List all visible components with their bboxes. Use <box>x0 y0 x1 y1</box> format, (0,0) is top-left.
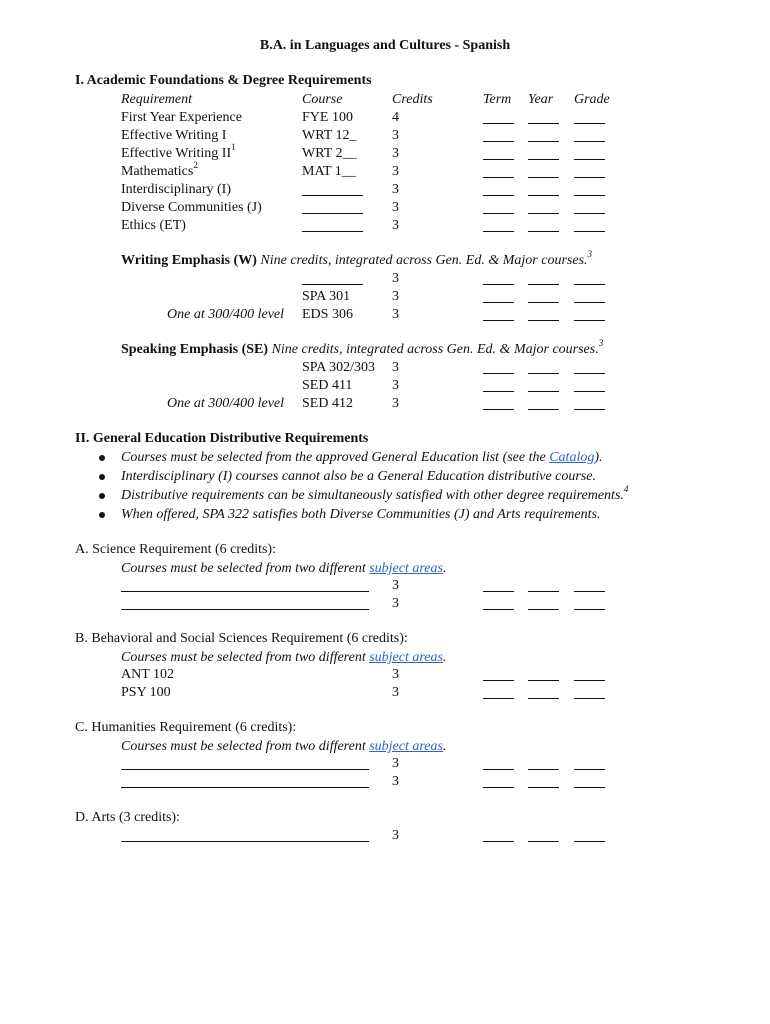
bullet-icon <box>99 474 105 480</box>
term-blank-line[interactable] <box>483 177 514 178</box>
course-fye: FYE 100 <box>302 110 353 125</box>
term-blank-line[interactable] <box>483 123 514 124</box>
speaking-credits-3: 3 <box>392 396 399 411</box>
section-1-heading: I. Academic Foundations & Degree Requirements <box>75 73 372 88</box>
science-credits-1: 3 <box>392 578 399 593</box>
grade-blank-line[interactable] <box>574 609 605 610</box>
bullet-icon <box>99 493 105 499</box>
humanities-heading: C. Humanities Requirement (6 credits): <box>75 720 297 735</box>
grade-blank-line[interactable] <box>574 177 605 178</box>
req-interdisciplinary: Interdisciplinary (I) <box>121 182 232 197</box>
year-blank-line[interactable] <box>528 320 559 321</box>
behavioral-credits-1: 3 <box>392 667 399 682</box>
term-blank-line[interactable] <box>483 159 514 160</box>
science-heading: A. Science Requirement (6 credits): <box>75 542 276 557</box>
grade-blank-line[interactable] <box>574 284 605 285</box>
credits-math: 3 <box>392 164 399 179</box>
col-year: Year <box>528 92 554 107</box>
year-blank-line[interactable] <box>528 159 559 160</box>
speaking-course-3: SED 412 <box>302 396 353 411</box>
year-blank-line[interactable] <box>528 841 559 842</box>
term-blank-line[interactable] <box>483 698 514 699</box>
science-credits-2: 3 <box>392 596 399 611</box>
bullet-3: Distributive requirements can be simultaneously satisfied with other degree requirements.$^4$ <box>121 484 629 503</box>
year-blank-line[interactable] <box>528 680 559 681</box>
term-blank-line[interactable] <box>483 284 514 285</box>
speaking-emphasis-heading: Speaking Emphasis (SE) Nine credits, integrated across Gen. Ed. & Major courses.$^3$ <box>121 338 604 357</box>
year-blank-line[interactable] <box>528 177 559 178</box>
grade-blank-line[interactable] <box>574 698 605 699</box>
grade-blank-line[interactable] <box>574 231 605 232</box>
grade-blank-line[interactable] <box>574 320 605 321</box>
credits-fye: 4 <box>392 110 399 125</box>
col-credits: Credits <box>392 92 433 107</box>
writing-credits-2: 3 <box>392 289 399 304</box>
credits-ethics: 3 <box>392 218 399 233</box>
grade-blank-line[interactable] <box>574 391 605 392</box>
course-blank-line[interactable] <box>121 769 369 770</box>
course-wrt2: WRT 2__ <box>302 146 357 161</box>
arts-credits-1: 3 <box>392 828 399 843</box>
grade-blank-line[interactable] <box>574 195 605 196</box>
grade-blank-line[interactable] <box>574 787 605 788</box>
req-fye: First Year Experience <box>121 110 242 125</box>
term-blank-line[interactable] <box>483 787 514 788</box>
grade-blank-line[interactable] <box>574 373 605 374</box>
year-blank-line[interactable] <box>528 284 559 285</box>
grade-blank-line[interactable] <box>574 409 605 410</box>
year-blank-line[interactable] <box>528 373 559 374</box>
writing-course-3: EDS 306 <box>302 307 353 322</box>
humanities-credits-2: 3 <box>392 774 399 789</box>
term-blank-line[interactable] <box>483 231 514 232</box>
section-2-heading: II. General Education Distributive Requirements <box>75 431 369 446</box>
grade-blank-line[interactable] <box>574 591 605 592</box>
catalog-link[interactable]: Catalog <box>549 450 595 465</box>
year-blank-line[interactable] <box>528 231 559 232</box>
term-blank-line[interactable] <box>483 841 514 842</box>
behavioral-credits-2: 3 <box>392 685 399 700</box>
col-grade: Grade <box>574 92 610 107</box>
term-blank-line[interactable] <box>483 609 514 610</box>
subject-areas-link[interactable]: subject areas <box>369 561 443 576</box>
writing-emphasis-heading: Writing Emphasis (W) Nine credits, integrated across Gen. Ed. & Major courses.$^3$ <box>121 249 593 268</box>
behavioral-note: Courses must be selected from two different subject areas. <box>121 650 447 665</box>
grade-blank-line[interactable] <box>574 123 605 124</box>
term-blank-line[interactable] <box>483 373 514 374</box>
bullet-1: Courses must be selected from the approved General Education list (see the Catalog). <box>121 450 603 465</box>
course-blank-line[interactable] <box>121 609 369 610</box>
term-blank-line[interactable] <box>483 409 514 410</box>
col-term: Term <box>483 92 512 107</box>
term-blank-line[interactable] <box>483 302 514 303</box>
grade-blank-line[interactable] <box>574 213 605 214</box>
behavioral-course-2: PSY 100 <box>121 685 171 700</box>
grade-blank-line[interactable] <box>574 159 605 160</box>
course-blank-line[interactable] <box>121 841 369 842</box>
speaking-course-2: SED 411 <box>302 378 353 393</box>
req-wrt2: Effective Writing $II^1$ <box>121 142 236 161</box>
bullet-2: Interdisciplinary (I) courses cannot also be a General Education distributive course. <box>121 469 597 484</box>
year-blank-line[interactable] <box>528 123 559 124</box>
req-math: Mathematics$^2$ <box>121 160 198 179</box>
col-course: Course <box>302 92 343 107</box>
speaking-course-1: SPA 302/303 <box>302 360 376 375</box>
course-blank-line[interactable] <box>121 787 369 788</box>
course-blank-line[interactable] <box>302 231 363 232</box>
credits-wrt1: 3 <box>392 128 399 143</box>
year-blank-line[interactable] <box>528 141 559 142</box>
year-blank-line[interactable] <box>528 591 559 592</box>
year-blank-line[interactable] <box>528 391 559 392</box>
writing-course-2: SPA 301 <box>302 289 351 304</box>
term-blank-line[interactable] <box>483 769 514 770</box>
year-blank-line[interactable] <box>528 409 559 410</box>
term-blank-line[interactable] <box>483 141 514 142</box>
term-blank-line[interactable] <box>483 320 514 321</box>
grade-blank-line[interactable] <box>574 141 605 142</box>
bullet-icon <box>99 455 105 461</box>
behavioral-heading: B. Behavioral and Social Sciences Requirement (6 credits): <box>75 631 408 646</box>
term-blank-line[interactable] <box>483 195 514 196</box>
writing-credits-1: 3 <box>392 271 399 286</box>
subject-areas-link[interactable]: subject areas <box>369 650 443 665</box>
course-blank-line[interactable] <box>302 284 363 285</box>
term-blank-line[interactable] <box>483 213 514 214</box>
writing-level-note: One at 300/400 level <box>167 307 285 322</box>
course-blank-line[interactable] <box>302 195 363 196</box>
course-math: MAT 1__ <box>302 164 356 179</box>
year-blank-line[interactable] <box>528 302 559 303</box>
arts-heading: D. Arts (3 credits): <box>75 810 180 825</box>
page-title: B.A. in Languages and Cultures - Spanish <box>259 38 511 53</box>
bullet-icon <box>99 512 105 518</box>
req-diverse: Diverse Communities (J) <box>121 200 262 215</box>
year-blank-line[interactable] <box>528 195 559 196</box>
writing-credits-3: 3 <box>392 307 399 322</box>
subject-areas-link[interactable]: subject areas <box>369 739 443 754</box>
humanities-credits-1: 3 <box>392 756 399 771</box>
col-requirement: Requirement <box>121 92 193 107</box>
course-blank-line[interactable] <box>121 591 369 592</box>
year-blank-line[interactable] <box>528 609 559 610</box>
grade-blank-line[interactable] <box>574 841 605 842</box>
speaking-level-note: One at 300/400 level <box>167 396 285 411</box>
year-blank-line[interactable] <box>528 787 559 788</box>
req-wrt1: Effective Writing I <box>121 128 227 143</box>
year-blank-line[interactable] <box>528 698 559 699</box>
req-ethics: Ethics (ET) <box>121 218 186 233</box>
credits-wrt2: 3 <box>392 146 399 161</box>
grade-blank-line[interactable] <box>574 680 605 681</box>
term-blank-line[interactable] <box>483 591 514 592</box>
year-blank-line[interactable] <box>528 213 559 214</box>
science-note: Courses must be selected from two different subject areas. <box>121 561 447 576</box>
speaking-credits-2: 3 <box>392 378 399 393</box>
grade-blank-line[interactable] <box>574 302 605 303</box>
grade-blank-line[interactable] <box>574 769 605 770</box>
term-blank-line[interactable] <box>483 680 514 681</box>
course-blank-line[interactable] <box>302 213 363 214</box>
credits-diverse: 3 <box>392 200 399 215</box>
bullet-4: When offered, SPA 322 satisfies both Diverse Communities (J) and Arts requirements. <box>121 507 601 522</box>
term-blank-line[interactable] <box>483 391 514 392</box>
credits-interdisciplinary: 3 <box>392 182 399 197</box>
humanities-note: Courses must be selected from two different subject areas. <box>121 739 447 754</box>
behavioral-course-1: ANT 102 <box>121 667 175 682</box>
speaking-credits-1: 3 <box>392 360 399 375</box>
year-blank-line[interactable] <box>528 769 559 770</box>
course-wrt1: WRT 12_ <box>302 128 357 143</box>
